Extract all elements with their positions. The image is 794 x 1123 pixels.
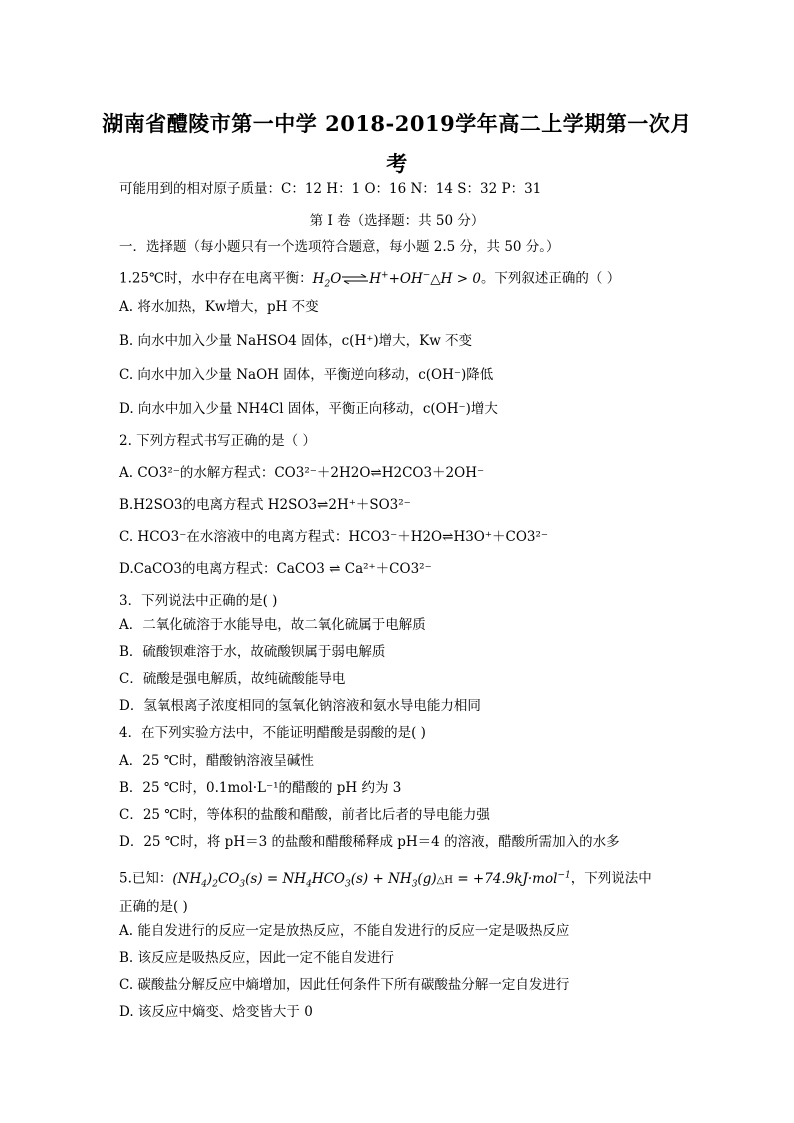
- question-2-option-c: C. HCO3⁻在水溶液中的电离方程式：HCO3⁻＋H2O⇌H3O⁺＋CO3²⁻: [119, 529, 549, 545]
- question-4-option-d: D．25 ℃时，将 pH＝3 的盐酸和醋酸稀释成 pH＝4 的溶液，醋酸所需加入的水多: [119, 834, 620, 850]
- question-1-option-c: C. 向水中加入少量 NaOH 固体，平衡逆向移动，c(OH⁻)降低: [119, 367, 494, 383]
- question-1-option-d: D. 向水中加入少量 NH4Cl 固体，平衡正向移动，c(OH⁻)增大: [119, 401, 498, 417]
- exam-title-line2: 考: [386, 151, 408, 176]
- part-instruction: 一．选择题（每小题只有一个选项符合题意，每小题 2.5 分，共 50 分。）: [119, 239, 560, 255]
- question-4-option-b: B．25 ℃时，0.1mol·L⁻¹的醋酸的 pH 约为 3: [119, 780, 402, 796]
- question-5-stem-prefix: 5.已知：: [119, 870, 173, 887]
- question-3-option-d: D．氢氧根离子浓度相同的氢氧化钠溶液和氨水导电能力相同: [119, 698, 481, 714]
- question-5-stem-line2: 正确的是( ): [119, 899, 188, 915]
- exam-title-line1: 湖南省醴陵市第一中学 2018-2019学年高二上学期第一次月: [102, 111, 692, 136]
- question-1-option-b: B. 向水中加入少量 NaHSO4 固体，c(H⁺)增大，Kw 不变: [119, 333, 473, 349]
- ammonium-carbonate-equation: $(NH_4)_2CO_3(s) = NH_4HCO_3(s)$ + $NH_3(g)\triangle H = +74.9kJ\cdot mol^{-1}$: [172, 870, 571, 890]
- question-2-option-a: A. CO3²⁻的水解方程式：CO3²⁻＋2H2O⇌H2CO3＋2OH⁻: [119, 465, 485, 481]
- question-2-stem: 2. 下列方程式书写正确的是（ ）: [119, 433, 316, 449]
- question-1-option-a: A. 将水加热，Kw增大，pH 不变: [119, 299, 319, 315]
- question-1-stem: [119, 266, 620, 293]
- question-1-stem-suffix: 。下列叙述正确的（ ）: [480, 270, 621, 287]
- section-title: 第 I 卷（选择题：共 50 分）: [309, 213, 485, 229]
- question-2-option-b: B.H2SO3的电离方程式 H2SO3⇌2H⁺＋SO3²⁻: [119, 497, 411, 513]
- question-3-stem: 3．下列说法中正确的是( ): [119, 593, 278, 609]
- equilibrium-arrow-icon: [341, 274, 369, 284]
- question-4-option-c: C．25 ℃时，等体积的盐酸和醋酸，前者比后者的导电能力强: [119, 807, 490, 823]
- question-5-stem: [119, 866, 652, 893]
- question-5-option-b: B. 该反应是吸热反应，因此一定不能自发进行: [119, 950, 395, 966]
- question-1-stem-prefix: 1.25℃时，水中存在电离平衡：: [119, 270, 313, 287]
- question-3-option-b: B．硫酸钡难溶于水，故硫酸钡属于弱电解质: [119, 644, 386, 660]
- question-5-option-a: A. 能自发进行的反应一定是放热反应，不能自发进行的反应一定是吸热反应: [119, 923, 570, 939]
- question-3-option-a: A．二氧化硫溶于水能导电，故二氧化硫属于电解质: [119, 617, 426, 633]
- water-ionization-equation: $H_2O$ H++OH−△H > 0: [312, 270, 481, 290]
- question-5-option-d: D. 该反应中熵变、焓变皆大于 0: [119, 1004, 313, 1020]
- question-4-stem: 4．在下列实验方法中，不能证明醋酸是弱酸的是( ): [119, 725, 426, 741]
- question-3-option-c: C．硫酸是强电解质，故纯硫酸能导电: [119, 671, 346, 687]
- question-4-option-a: A．25 ℃时，醋酸钠溶液呈碱性: [119, 753, 314, 769]
- question-5-stem-suffix: ，下列说法中: [570, 870, 652, 887]
- question-5-option-c: C. 碳酸盐分解反应中熵增加，因此任何条件下所有碳酸盐分解一定自发进行: [119, 977, 570, 993]
- atomic-masses: 可能用到的相对原子质量：C：12 H：1 O：16 N：14 S：32 P：31: [119, 181, 542, 197]
- question-2-option-d: D.CaCO3的电离方程式：CaCO3 ⇌ Ca²⁺＋CO3²⁻: [119, 561, 432, 577]
